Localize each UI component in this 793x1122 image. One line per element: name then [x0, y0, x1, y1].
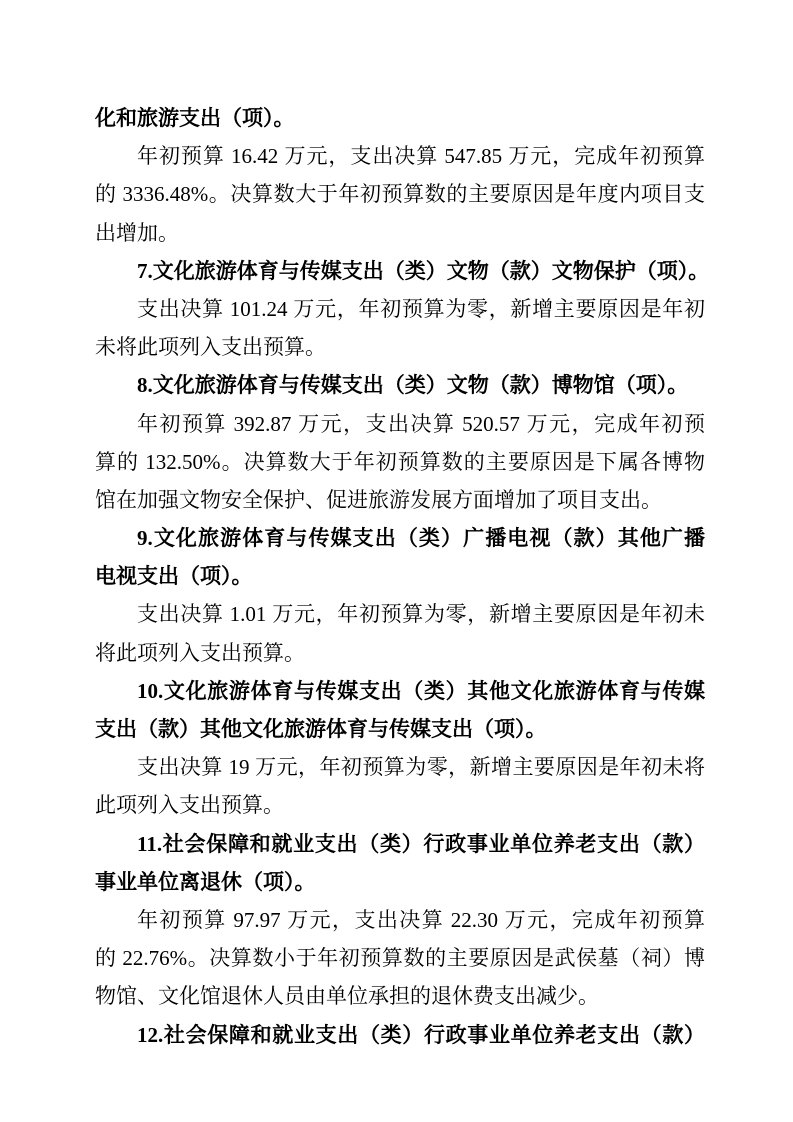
item8-body-line2: 算的 132.50%。决算数大于年初预算数的主要原因是下属各博物	[95, 449, 705, 474]
item7-heading: 7.文化旅游体育与传媒支出（类）文物（款）文物保护（项）。	[137, 258, 710, 283]
item10-heading-line2: 支出（款）其他文化旅游体育与传媒支出（项）。	[95, 717, 547, 741]
item11-heading-line2: 事业单位离退休（项）。	[95, 869, 316, 894]
item6-heading-continuation: 化和旅游支出（项）。	[95, 106, 295, 130]
item6-body-line2: 的 3336.48%。决算数大于年初预算数的主要原因是年度内项目支	[95, 182, 705, 207]
item7-body-line1: 支出决算 101.24 万元，年初预算为零，新增主要原因是年初	[137, 296, 705, 321]
item11-body-line2: 的 22.76%。决算数小于年初预算数的主要原因是武侯墓（祠）博	[95, 946, 705, 971]
item11-body-line1: 年初预算 97.97 万元，支出决算 22.30 万元，完成年初预算	[137, 907, 705, 932]
item8-heading: 8.文化旅游体育与传媒支出（类）文物（款）博物馆（项）。	[137, 373, 689, 398]
item10-body-line1: 支出决算 19 万元，年初预算为零，新增主要原因是年初未将	[137, 755, 705, 780]
item9-body-line1: 支出决算 1.01 万元，年初预算为零，新增主要原因是年初未	[137, 602, 705, 627]
item9-body-line2: 将此项列入支出预算。	[95, 640, 305, 665]
item12-heading-line1: 12.社会保障和就业支出（类）行政事业单位养老支出（款）	[137, 1022, 705, 1047]
item10-body-line2: 此项列入支出预算。	[95, 793, 284, 818]
item11-heading-line1: 11.社会保障和就业支出（类）行政事业单位养老支出（款）	[137, 831, 705, 856]
item9-heading-line1: 9.文化旅游体育与传媒支出（类）广播电视（款）其他广播	[137, 526, 705, 551]
item7-body-line2: 未将此项列入支出预算。	[95, 335, 326, 360]
item10-heading-line1: 10.文化旅游体育与传媒支出（类）其他文化旅游体育与传媒	[137, 678, 705, 703]
item8-body-line1: 年初预算 392.87 万元，支出决算 520.57 万元，完成年初预	[137, 411, 705, 436]
item6-body-line3: 出增加。	[95, 220, 179, 245]
item8-body-line3: 馆在加强文物安全保护、促进旅游发展方面增加了项目支出。	[95, 487, 662, 512]
item11-body-line3: 物馆、文化馆退休人员由单位承担的退休费支出减少。	[95, 984, 599, 1009]
item6-body-line1: 年初预算 16.42 万元，支出决算 547.85 万元，完成年初预算	[137, 144, 705, 169]
item9-heading-line2: 电视支出（项）。	[95, 564, 253, 589]
